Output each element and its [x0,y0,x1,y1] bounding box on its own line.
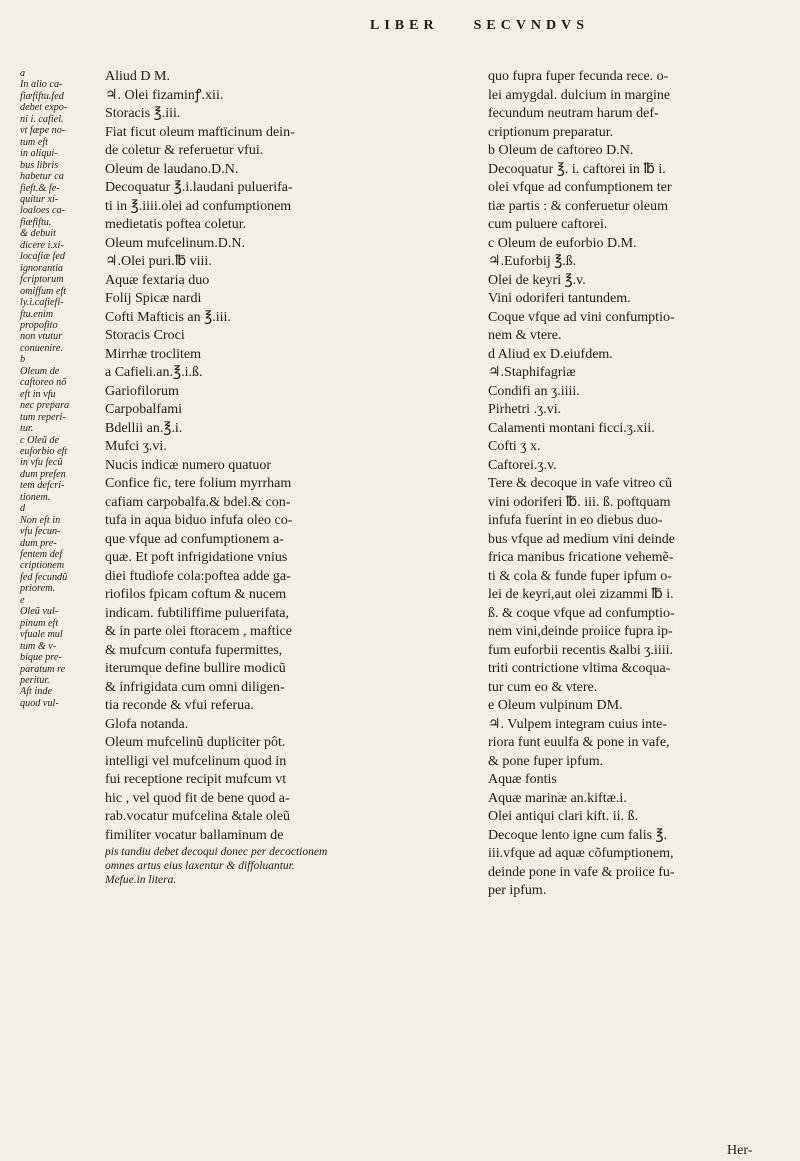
text-line: Tere & decoque in vafe vitreo cũ [488,476,673,491]
margin-notes-column [20,68,102,709]
text-line: Olei de keyri ℥.v. [488,272,586,288]
footnote-line: Mefue.in litera. [105,874,177,886]
text-line: Aliud D M. [105,69,170,84]
text-line: & pone fuper ipfum. [488,753,604,769]
text-line: Mufci ʒ.vi. [105,439,167,454]
margin-note-line: bique pre- [20,652,62,664]
margin-note-line: criptionem [20,560,65,572]
text-line: que vfque ad confumptionem a- [105,531,284,547]
text-line: ♃. Olei fizaminꝭ.xii. [105,87,224,103]
margin-note-line: pinum eft [20,617,59,629]
margin-note-line: vfu fecun- [20,526,61,538]
margin-note-line: fed fecundũ [20,571,68,583]
text-line: Cofti ʒ x. [488,439,541,454]
left-text-column [105,68,481,887]
margin-note-line: loaloes ca- [20,205,65,217]
text-line: Olei antiqui clari kift. ii. ß. [488,809,639,824]
text-line: criptionum preparatur. [488,124,614,140]
text-line: Decoquatur ℥. i. caftorei in ℔ i. [488,161,666,177]
text-line: quæ. Et poft infrigidatione vnius [105,550,288,565]
text-line: Mirrhæ troclitem [105,346,202,362]
text-line: iii.vfque ad aquæ cõfumptionem, [488,846,674,861]
text-line: ♃.Euforbij ℥.ß. [488,254,577,269]
text-line: tur cum eo & vtere. [488,679,598,695]
text-line: lei de keyri,aut olei zizammi ℔ i. [488,587,674,602]
text-line: Oleum mufcelinum.D.N. [105,235,245,251]
text-line: & infrigidata cum omni diligen- [105,679,285,695]
text-line: Bdellii an.℥.i. [105,420,183,436]
text-line: frica manibus fricatione vehemẽ- [488,550,674,565]
text-line: b Oleum de caftoreo D.N. [488,143,634,158]
margin-note-line: paratum re [20,663,66,675]
text-line: ti in ℥.iiii.olei ad confumptionem [105,198,292,214]
footnote-line: pis tandiu debet decoqui donec per decoctionem [105,846,328,858]
margin-note-line: priorem. [20,583,55,595]
text-line: Folij Spicæ nardi [105,291,202,306]
margin-note-line: Aft inde [20,686,52,698]
margin-note-line: c Oleũ de [20,434,60,446]
text-line: ß. & coque vfque ad confumptio- [488,605,675,621]
text-line: diei ftudiofe cola:poftea adde ga- [105,568,291,584]
margin-note-line: non vtutur [20,331,63,343]
text-line: Aquæ fontis [488,772,557,787]
margin-note-line: eft in vfu [20,388,56,400]
text-line: quo fupra fuper fecunda rece. o- [488,69,669,84]
text-line: e Oleum vulpinum DM. [488,698,623,713]
text-line: Storacis ℥.iii. [105,106,181,121]
text-line: intelligi vel mufcelinum quod in [105,753,287,769]
margin-note-line: fcriptorum [20,274,64,286]
text-line: tia reconde & vfui referua. [105,698,254,713]
text-line: Aquæ marinæ an.kiftæ.i. [488,790,627,806]
margin-note-line: dum prefen [20,468,66,480]
margin-note-line: caftoreo nõ [20,377,67,389]
text-line: Pirhetri .ʒ.vi. [488,402,562,417]
text-line: deinde pone in vafe & proiice fu- [488,864,675,880]
text-line: fui receptione recipit mufcum vt [105,772,287,787]
text-line: cum puluere caftorei. [488,217,608,232]
margin-note-line: omiffum eft [20,285,67,297]
running-header [370,18,770,38]
margin-note-line: in vfu fecũ [20,457,63,469]
text-line: triti contrictione vltima &coqua- [488,661,671,676]
text-line: ♃. Vulpem integram cuius inte- [488,716,668,732]
margin-note-line: tum reperi- [20,411,66,423]
margin-note-line: ignorantia [20,262,64,274]
margin-note-line: tur. [20,423,34,435]
margin-note-line: vt fæpe no- [20,125,66,137]
header-left-word: LIBER [370,18,439,33]
margin-note-line: Oleũ vul- [20,606,59,618]
right-text-column [488,68,788,901]
margin-note-line: bus libris [20,159,59,171]
text-line: medietatis poftea coletur. [105,217,247,232]
text-line: riofilos fpicam coftum & nucem [105,587,287,602]
text-line: nem & vtere. [488,328,562,343]
header-right-word: SECVNDVS [473,18,590,33]
text-line: Condifi an ʒ.iiii. [488,383,580,399]
text-line: & in parte olei ftoracem , maftice [105,624,292,639]
margin-note-line: & debuit [20,228,56,240]
text-line: Nucis indicæ numero quatuor [105,457,272,473]
text-line: Gariofilorum [105,383,179,399]
margin-note-line: ly.i.cafiefi- [20,297,64,309]
margin-note-line: habetur ca [20,171,64,183]
text-line: Vini odoriferi tantundem. [488,291,631,306]
text-line: cafiam carpobalfa.& bdel.& con- [105,494,291,510]
text-line: fecundum neutram harum def- [488,106,659,121]
text-line: Storacis Croci [105,328,185,343]
text-line: ♃.Olei puri.℔ viii. [105,254,212,269]
text-line: Carpobalfami [105,402,182,417]
text-line: a Cafieli.an.℥.i.ß. [105,365,203,380]
text-line: & mufcum contufa fupermittes, [105,642,283,658]
margin-note-line: nec prepara [20,400,70,412]
margin-note-line: vfuale mul [20,629,63,641]
text-line: vini odoriferi ℔. iii. ß. poftquam [488,494,671,510]
text-line: Decoquatur ℥.i.laudani puluerifa- [105,180,293,195]
margin-note-line: a [20,68,26,79]
text-line: Calamenti montani ficci.ʒ.xii. [488,420,655,436]
footnote-line: omnes artus eius laxentur & diffoluantur. [105,860,295,872]
margin-note-line: In alio ca- [20,79,63,91]
margin-note-line: d [20,503,26,515]
text-line: indicam. fubtiliffime puluerifata, [105,605,290,621]
text-line: fum euforbii recentis &albi ʒ.iiii. [488,642,674,658]
text-line: per ipfum. [488,883,547,898]
text-line: infufa fuerint in eo diebus duo- [488,513,663,528]
catchword: Her- [727,1143,753,1158]
text-line: olei vfque ad confumptionem ter [488,180,672,195]
margin-note-line: quitur xi- [20,193,59,205]
text-line: Confice fic, tere folium myrrham [105,476,292,491]
margin-note-line: peritur. [20,675,50,687]
margin-note-line: tum & v- [20,640,57,652]
margin-note-line: dicere i.xi- [20,239,64,251]
margin-note-line: fieft.& fe- [20,182,60,194]
text-line: bus vfque ad medium vini deinde [488,531,676,547]
margin-note-line: locafiæ fed [20,251,65,263]
text-line: tiæ partis : & conferuetur oleum [488,198,669,214]
text-line: rab.vocatur mufcelina &tale oleũ [105,809,291,824]
margin-note-line: tionem. [20,491,51,503]
text-line: Cofti Mafticis an ℥.iii. [105,309,231,325]
margin-note-line: tem defcri- [20,480,65,492]
text-line: lei amygdal. dulcium in margine [488,87,671,103]
margin-note-line: dum pre- [20,537,57,549]
margin-note-line: ni i. cafiel. [20,113,64,125]
margin-note-line: Oleum de [20,365,60,377]
margin-note-line: debet expo- [20,102,68,114]
margin-note-line: in aliqui- [20,148,58,160]
text-line: Decoque lento igne cum falis ℥. [488,827,668,843]
margin-note-line: fiæfiftu.fed [20,90,64,102]
margin-note-line: propofito [20,319,58,331]
text-line: de coletur & referuetur vfui. [105,143,264,158]
text-line: Caftorei.ʒ.v. [488,457,557,473]
text-line: Oleum de laudano.D.N. [105,161,239,177]
text-line: Glofa notanda. [105,716,189,732]
margin-note-line: tum eft [20,136,49,148]
text-line: fimiliter vocatur ballaminum de [105,827,284,843]
margin-note-line: quod vul- [20,697,59,709]
text-line: riora funt euulfa & pone in vafe, [488,735,670,750]
text-line: hic , vel quod fit de bene quod a- [105,790,290,806]
margin-note-line: fiæfiftu. [20,216,52,228]
margin-note-line: euforbio eft [20,445,68,457]
text-line: ti & cola & funde fuper ipfum o- [488,568,672,584]
text-line: Coque vfque ad vini confumptio- [488,309,675,325]
text-line: Oleum mufcelinũ dupliciter pôt. [105,735,286,750]
margin-note-line: conuenire. [20,342,63,354]
text-line: nem vini,deinde proiice fupra ip- [488,624,673,639]
text-line: ♃.Staphifagriæ [488,365,576,380]
text-line: d Aliud ex D.eiufdem. [488,346,613,362]
margin-note-line: ftu.enim [20,308,54,320]
text-line: iterumque define bullire modicũ [105,661,286,676]
text-line: c Oleum de euforbio D.M. [488,235,637,251]
margin-note-line: e [20,594,25,606]
text-line: tufa in aqua biduo infufa oleo co- [105,513,293,528]
margin-note-line: fentem def [20,549,63,561]
text-line: Aquæ fextaria duo [105,272,210,288]
margin-note-line: b [20,354,26,366]
margin-note-line: Non eft in [20,514,61,526]
text-line: Fiat ficut oleum maftïcinum dein- [105,124,295,140]
